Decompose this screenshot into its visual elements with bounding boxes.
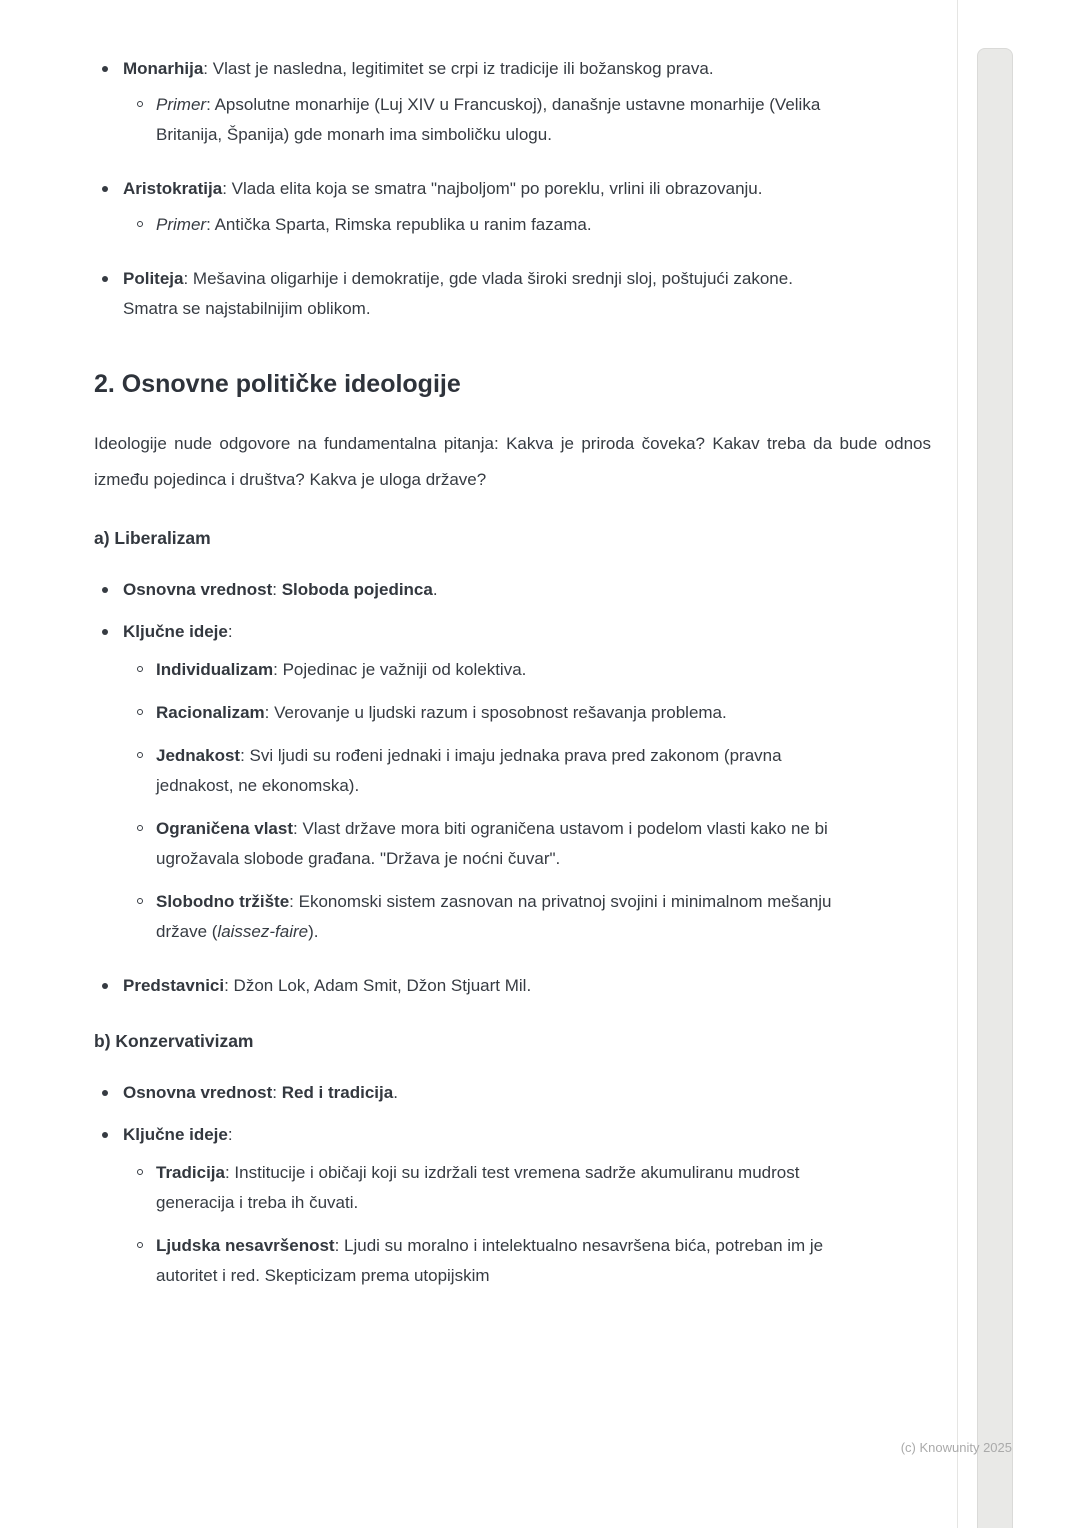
term-racionalizam: Racionalizam	[156, 703, 265, 722]
ideas-label: Ključne ideje	[123, 1125, 228, 1144]
sub-item-aristokratija-primer	[94, 210, 931, 240]
text-run: .	[432, 580, 438, 599]
liberalizam-ideas-list	[94, 655, 931, 947]
text-run: : Pojedinac je važniji od kolektiva.	[273, 660, 527, 679]
bullet-circle-icon	[137, 825, 143, 831]
text-run: : Ekonomski sistem zasnovan na privatnoj svojini i minimalnom mešanju države (	[156, 892, 832, 941]
list-item-aristokratija	[94, 174, 931, 204]
list-item-text	[123, 575, 438, 605]
sub-item-text	[156, 741, 851, 801]
text-run: : Ljudi su moralno i intelektualno nesavršena bića, potreban im je autoritet i red. Skepticizam prema utopijskim	[156, 1236, 824, 1285]
sub-item-text	[156, 1231, 851, 1291]
text-run: :	[272, 1083, 282, 1102]
sub-item-individualizam	[94, 655, 931, 685]
value-label: Osnovna vrednost	[123, 580, 273, 599]
list-item-osnovna-vrednost-b	[94, 1078, 931, 1108]
list-item-text	[123, 54, 714, 84]
intro-paragraph: Ideologije nude odgovore na fundamentalna pitanja: Kakva je priroda čoveka? Kakav treba da bude odnos između pojedinca i društva? Kakva je uloga države?	[94, 434, 931, 489]
term-monarhija: Monarhija	[123, 59, 204, 78]
term-individualizam: Individualizam	[156, 660, 274, 679]
list-item-osnovna-vrednost-a	[94, 575, 931, 605]
text-run: : Institucije i običaji koji su izdržali test vremena sadrže akumuliranu mudrost generacija i treba ih čuvati.	[156, 1163, 800, 1212]
sub-item-tradicija	[94, 1158, 931, 1218]
bullet-dot-icon	[102, 276, 108, 282]
list-item-text	[123, 617, 233, 647]
text-run: .	[393, 1083, 398, 1102]
bullet-circle-icon	[137, 898, 143, 904]
text-run: : Vlast države mora biti ograničena ustavom i podelom vlasti kako ne bi ugrožavala slobode građana. "Država je noćni čuvar".	[156, 819, 828, 868]
term-ljudska-nesavrsenost: Ljudska nesavršenost	[156, 1236, 335, 1255]
sub-item-ogranicena-vlast	[94, 814, 931, 874]
bullet-dot-icon	[102, 186, 108, 192]
sub-item-text	[156, 814, 851, 874]
sub-item-monarhija-primer	[94, 90, 931, 150]
term-ogranicena-vlast: Ograničena vlast	[156, 819, 294, 838]
bullet-circle-icon	[137, 101, 143, 107]
konzervativizam-ideas-list	[94, 1158, 931, 1291]
bullet-circle-icon	[137, 752, 143, 758]
sub-item-ljudska-nesavrsenost	[94, 1231, 931, 1291]
sub-item-slobodno-trziste	[94, 887, 931, 947]
list-item-kljucne-ideje-b	[94, 1120, 931, 1150]
value-bold: Red i tradicija	[281, 1083, 394, 1102]
primer-label: Primer	[156, 215, 207, 234]
bullet-dot-icon	[102, 66, 108, 72]
text-run: : Verovanje u ljudski razum i sposobnost rešavanja problema.	[264, 703, 727, 722]
text-run: : Svi ljudi su rođeni jednaki i imaju jednaka prava pred zakonom (pravna jednakost, ne ekonomska).	[156, 746, 782, 795]
bullet-dot-icon	[102, 1132, 108, 1138]
text-run: : Vlast je nasledna, legitimitet se crpi iz tradicije ili božanskog prava.	[203, 59, 714, 78]
list-item-text	[123, 971, 531, 1001]
bullet-circle-icon	[137, 709, 143, 715]
bullet-dot-icon	[102, 1090, 108, 1096]
text-run: : Apsolutne monarhije (Luj XIV u Francuskoj), današnje ustavne monarhije (Velika Britanija, Španija) gde monarh ima simboličku ulogu.	[156, 95, 821, 144]
bullet-dot-icon	[102, 587, 108, 593]
bullet-circle-icon	[137, 666, 143, 672]
text-run: : Džon Lok, Adam Smit, Džon Stjuart Mil.	[224, 976, 532, 995]
term-jednakost: Jednakost	[156, 746, 241, 765]
laissez-faire-italic: laissez-faire	[217, 922, 309, 941]
sub-item-text	[156, 1158, 851, 1218]
term-tradicija: Tradicija	[156, 1163, 225, 1182]
term-politeja: Politeja	[123, 269, 184, 288]
text-run: :	[227, 1125, 233, 1144]
bullet-circle-icon	[137, 1169, 143, 1175]
list-item-kljucne-ideje-a	[94, 617, 931, 647]
text-run: ).	[308, 922, 319, 941]
text-run: :	[227, 622, 233, 641]
value-bold: Sloboda pojedinca	[281, 580, 433, 599]
subsection-b-title: b) Konzervativizam	[94, 1031, 254, 1051]
sub-item-racionalizam	[94, 698, 931, 728]
bullet-circle-icon	[137, 221, 143, 227]
ideas-label: Ključne ideje	[123, 622, 228, 641]
bullet-dot-icon	[102, 983, 108, 989]
reps-label: Predstavnici	[123, 976, 225, 995]
watermark: (c) Knowunity 2025	[900, 1440, 1012, 1455]
sub-item-text	[156, 655, 526, 685]
value-label: Osnovna vrednost	[123, 1083, 273, 1102]
text-run: : Vlada elita koja se smatra "najboljom" po poreklu, vrlini ili obrazovanju.	[222, 179, 763, 198]
sub-item-text	[156, 90, 851, 150]
sub-item-jednakost	[94, 741, 931, 801]
list-item-text	[123, 264, 851, 324]
text-run: : Mešavina oligarhije i demokratije, gde vlada široki srednji sloj, poštujući zakone. Smatra se najstabilnijim oblikom.	[123, 269, 793, 318]
list-item-predstavnici	[94, 971, 931, 1001]
sub-item-text	[156, 698, 727, 728]
primer-label: Primer	[156, 95, 207, 114]
text-run: : Antička Sparta, Rimska republika u ranim fazama.	[206, 215, 592, 234]
list-item-politeja	[94, 264, 931, 324]
list-item-text	[123, 174, 762, 204]
bullet-dot-icon	[102, 629, 108, 635]
list-item-monarhija	[94, 54, 931, 84]
term-aristokratija: Aristokratija	[123, 179, 223, 198]
list-item-text	[123, 1120, 233, 1150]
list-item-text	[123, 1078, 398, 1108]
term-slobodno-trziste: Slobodno tržište	[156, 892, 290, 911]
text-run: :	[272, 580, 282, 599]
sub-item-text	[156, 887, 851, 947]
subsection-a-title: a) Liberalizam	[94, 528, 211, 548]
bullet-circle-icon	[137, 1242, 143, 1248]
scrollbar-thumb[interactable]	[977, 48, 1013, 1528]
section-heading: 2. Osnovne političke ideologije	[94, 370, 461, 398]
sub-item-text	[156, 210, 592, 240]
